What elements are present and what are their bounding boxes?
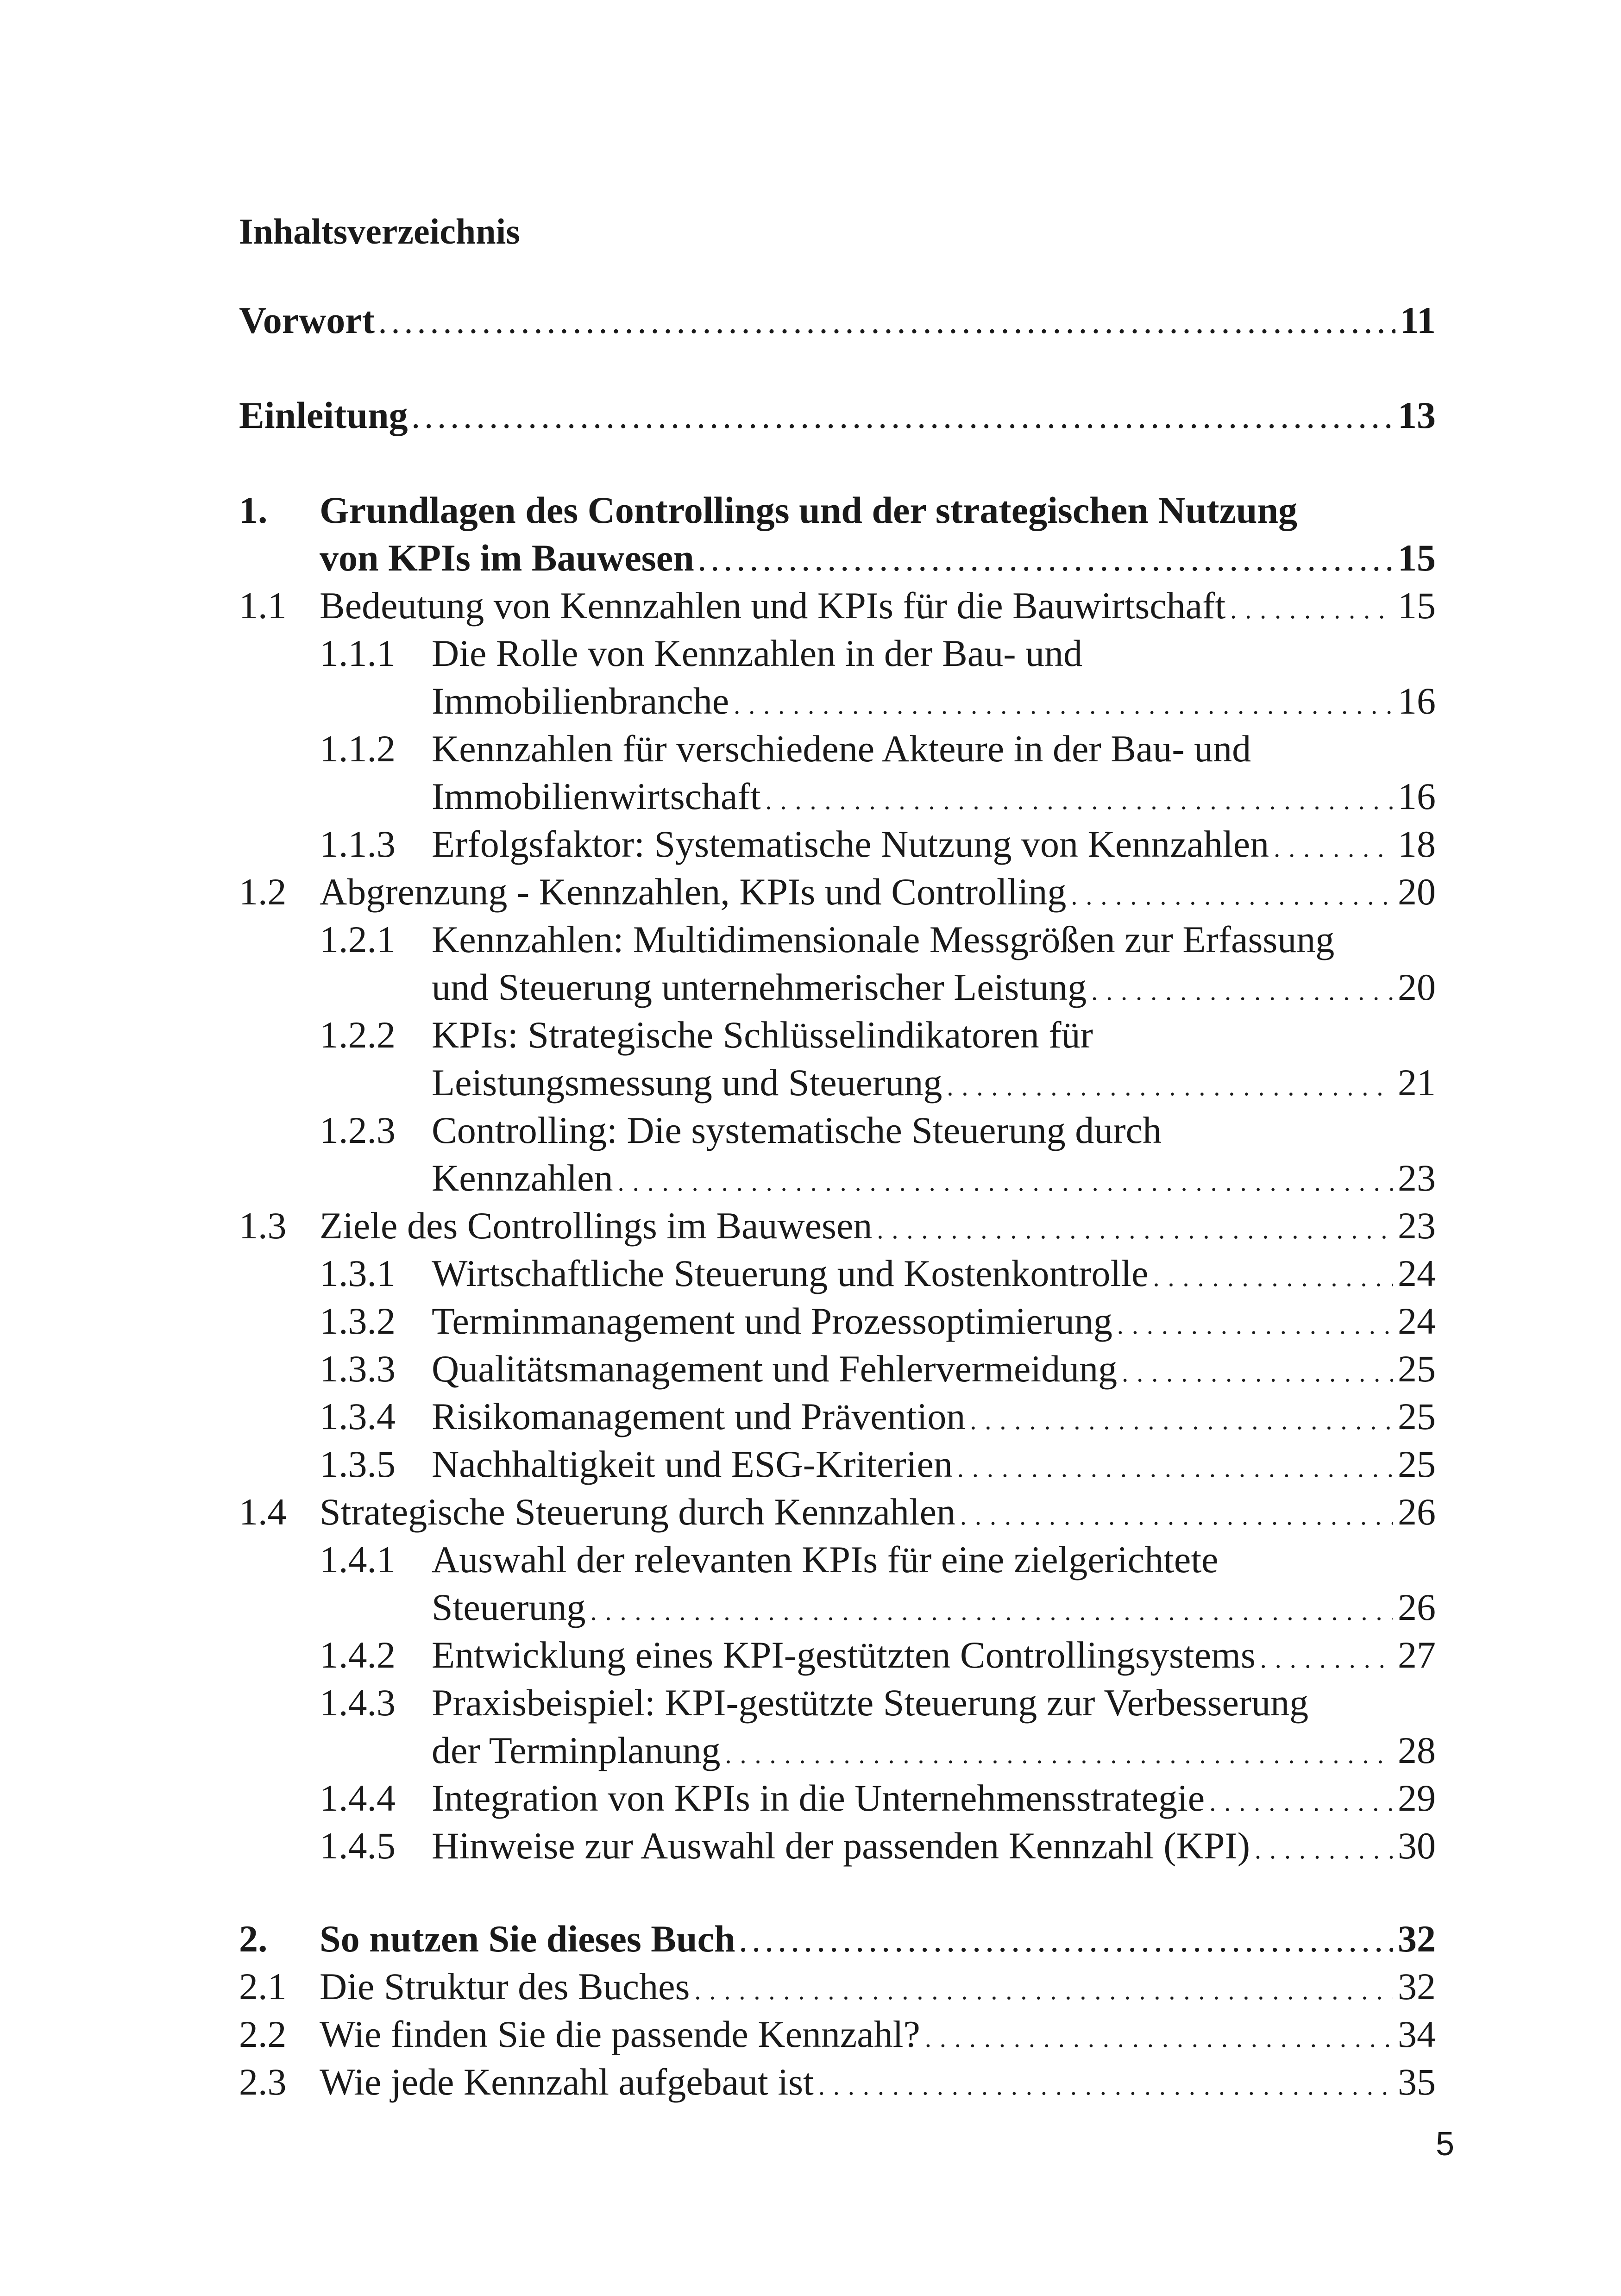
entry-number: 1.3.4 (320, 1395, 396, 1437)
entry-page: 20 (1398, 871, 1436, 913)
entry-title-line2: Leistungsmessung und Steuerung (432, 1061, 942, 1104)
entry-page: 26 (1398, 1586, 1436, 1628)
entry-page: 20 (1398, 966, 1436, 1008)
entry-title: Risikomanagement und Prävention (432, 1395, 966, 1437)
entry-page: 21 (1398, 1061, 1436, 1104)
entry-number: 2. (239, 1918, 268, 1960)
leader-dots (734, 682, 1393, 729)
entry-number: 1. (239, 489, 268, 531)
entry-title: Erfolgsfaktor: Systematische Nutzung von Kennzahlen (432, 823, 1269, 865)
entry-number: 1.1.2 (320, 728, 396, 770)
entry-title-line1: Grundlagen des Controllings und der strategischen Nutzung (320, 489, 1298, 531)
leader-dots (1274, 825, 1393, 872)
entry-page: 16 (1398, 775, 1436, 817)
toc-title: Inhaltsverzeichnis (239, 211, 520, 251)
entry-number: 1.1 (239, 584, 287, 627)
leader-dots (960, 1493, 1393, 1540)
entry-title: Einleitung (239, 394, 408, 436)
entry-title: Ziele des Controllings im Bauwesen (320, 1204, 873, 1247)
entry-page: 25 (1398, 1348, 1436, 1390)
leader-dots (413, 396, 1393, 444)
entry-number: 1.4.2 (320, 1634, 396, 1676)
entry-title: Bedeutung von Kennzahlen und KPIs für die Bauwirtschaft (320, 584, 1226, 627)
entry-page: 15 (1398, 537, 1436, 579)
leader-dots (1117, 1302, 1393, 1349)
entry-page: 13 (1398, 394, 1436, 436)
entry-page: 23 (1398, 1157, 1436, 1199)
entry-page: 27 (1398, 1634, 1436, 1676)
entry-title-line2: der Terminplanung (432, 1729, 721, 1771)
entry-page: 15 (1398, 584, 1436, 627)
entry-title-line2: Kennzahlen (432, 1157, 613, 1199)
entry-title: Entwicklung eines KPI-gestützten Controllingsystems (432, 1634, 1256, 1676)
entry-number: 1.4.3 (320, 1681, 396, 1724)
entry-page: 26 (1398, 1491, 1436, 1533)
entry-number: 1.2.1 (320, 918, 396, 960)
entry-page: 28 (1398, 1729, 1436, 1771)
entry-page: 11 (1400, 299, 1436, 341)
leader-dots (818, 2063, 1393, 2110)
leader-dots (740, 1920, 1393, 1967)
entry-title-line1: Die Rolle von Kennzahlen in der Bau- und (432, 632, 1083, 674)
leader-dots (1153, 1254, 1393, 1302)
entry-number: 2.3 (239, 2061, 287, 2103)
leader-dots (1091, 968, 1393, 1016)
entry-page: 35 (1398, 2061, 1436, 2103)
entry-title-line2: Steuerung (432, 1586, 586, 1628)
leader-dots (877, 1206, 1393, 1254)
entry-page: 32 (1398, 1965, 1436, 2007)
page-number: 5 (1435, 2126, 1454, 2163)
entry-title-line1: Auswahl der relevanten KPIs für eine zielgerichtete (432, 1538, 1219, 1581)
entry-title: Hinweise zur Auswahl der passenden Kennzahl (KPI) (432, 1825, 1250, 1867)
leader-dots (947, 1063, 1393, 1111)
leader-dots (1209, 1779, 1393, 1826)
entry-title: Wie jede Kennzahl aufgebaut ist (320, 2061, 814, 2103)
entry-number: 1.2 (239, 871, 287, 913)
leader-dots (379, 301, 1395, 349)
entry-title: Strategische Steuerung durch Kennzahlen (320, 1491, 956, 1533)
leader-dots (925, 2015, 1393, 2063)
entry-page: 16 (1398, 680, 1436, 722)
entry-page: 25 (1398, 1443, 1436, 1485)
entry-page: 34 (1398, 2013, 1436, 2055)
entry-number: 1.3 (239, 1204, 287, 1247)
entry-number: 1.3.2 (320, 1300, 396, 1342)
entry-title: Die Struktur des Buches (320, 1965, 690, 2007)
entry-title-line1: Kennzahlen: Multidimensionale Messgrößen zur Erfassung (432, 918, 1335, 960)
entry-number: 1.1.1 (320, 632, 396, 674)
leader-dots (957, 1445, 1393, 1493)
entry-page: 30 (1398, 1825, 1436, 1867)
entry-title: Wie finden Sie die passende Kennzahl? (320, 2013, 920, 2055)
entry-title-line2: und Steuerung unternehmerischer Leistung (432, 966, 1087, 1008)
entry-title: Qualitätsmanagement und Fehlervermeidung (432, 1348, 1118, 1390)
entry-page: 32 (1398, 1918, 1436, 1960)
entry-number: 1.2.2 (320, 1014, 396, 1056)
entry-number: 2.2 (239, 2013, 287, 2055)
entry-title-line2: Immobilienwirtschaft (432, 775, 761, 817)
entry-title: Wirtschaftliche Steuerung und Kostenkontrolle (432, 1252, 1149, 1294)
entry-title: Vorwort (239, 299, 375, 341)
entry-title: Integration von KPIs in die Unternehmensstrategie (432, 1777, 1205, 1819)
entry-number: 1.3.1 (320, 1252, 396, 1294)
entry-number: 1.2.3 (320, 1109, 396, 1151)
entry-number: 1.4.1 (320, 1538, 396, 1581)
entry-title-line1: Kennzahlen für verschiedene Akteure in der Bau- und (432, 728, 1251, 770)
entry-title-line1: Controlling: Die systematische Steuerung durch (432, 1109, 1162, 1151)
entry-number: 1.3.3 (320, 1348, 396, 1390)
leader-dots (1071, 872, 1393, 920)
entry-page: 23 (1398, 1204, 1436, 1247)
entry-page: 24 (1398, 1300, 1436, 1342)
entry-number: 1.4.4 (320, 1777, 396, 1819)
entry-title: Nachhaltigkeit und ESG-Kriterien (432, 1443, 953, 1485)
leader-dots (1255, 1826, 1393, 1874)
entry-number: 1.3.5 (320, 1443, 396, 1485)
entry-page: 29 (1398, 1777, 1436, 1819)
entry-page: 24 (1398, 1252, 1436, 1294)
leader-dots (1230, 586, 1393, 634)
leader-dots (970, 1397, 1393, 1445)
entry-title-line2: von KPIs im Bauwesen (320, 537, 694, 579)
entry-page: 18 (1398, 823, 1436, 865)
entry-number: 1.1.3 (320, 823, 396, 865)
entry-number: 1.4 (239, 1491, 287, 1533)
leader-dots (766, 777, 1394, 825)
entry-title: Terminmanagement und Prozessoptimierung (432, 1300, 1112, 1342)
leader-dots (1122, 1349, 1393, 1397)
leader-dots (694, 1967, 1393, 2015)
entry-title-line1: KPIs: Strategische Schlüsselindikatoren für (432, 1014, 1093, 1056)
entry-title: So nutzen Sie dieses Buch (320, 1918, 735, 1960)
leader-dots (725, 1731, 1393, 1779)
leader-dots (590, 1588, 1393, 1636)
entry-number: 2.1 (239, 1965, 287, 2007)
leader-dots (1260, 1636, 1393, 1683)
entry-title-line1: Praxisbeispiel: KPI-gestützte Steuerung zur Verbesserung (432, 1681, 1309, 1724)
leader-dots (618, 1159, 1393, 1206)
entry-number: 1.4.5 (320, 1825, 396, 1867)
leader-dots (699, 539, 1393, 586)
entry-title-line2: Immobilienbranche (432, 680, 729, 722)
entry-title: Abgrenzung - Kennzahlen, KPIs und Controlling (320, 871, 1067, 913)
entry-page: 25 (1398, 1395, 1436, 1437)
